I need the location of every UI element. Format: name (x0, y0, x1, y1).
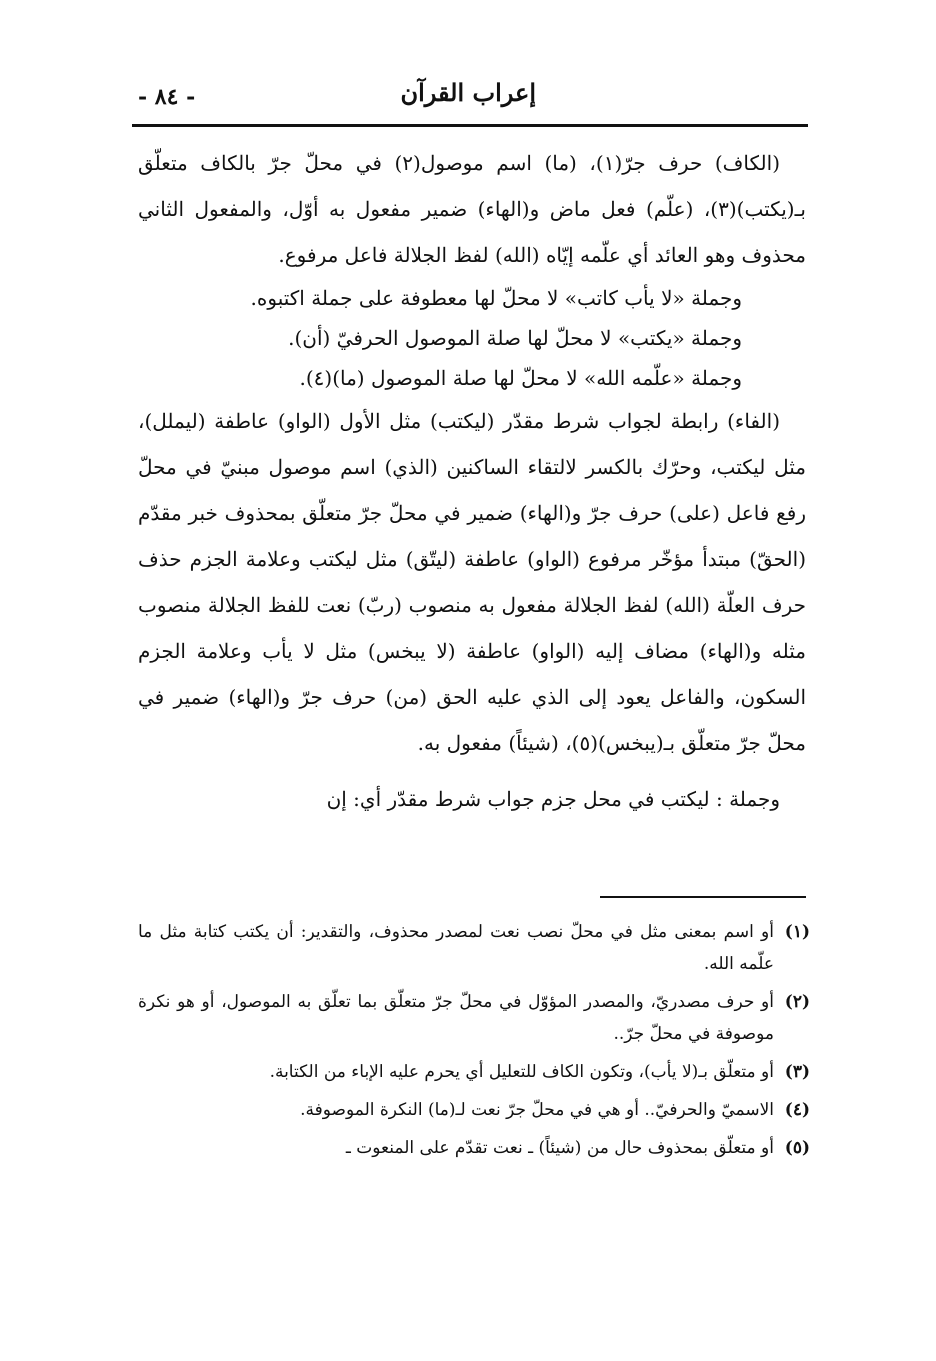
paragraph-sentence-yaktub: وجملة «يكتب» لا محلّ لها صلة الموصول الحرفيّ (أن). (288, 326, 742, 350)
footnote-text: أو اسم بمعنى مثل في محلّ نصب نعت لمصدر محذوف، والتقدير: أن يكتب كتابة مثل ما علّمه الله. (138, 922, 774, 974)
footnote-2 (138, 986, 810, 1050)
footnote-text: أو حرف مصدريّ، والمصدر المؤوّل في محلّ جرّ متعلّق بما تعلّق به الموصول، أو هو نكرة موصوفة في محلّ جرّ.. (138, 992, 774, 1044)
footnote-5 (138, 1132, 810, 1164)
footnote-number: (١) (784, 922, 810, 942)
main-text (138, 140, 806, 822)
footnote-number: (٣) (784, 1062, 810, 1082)
paragraph-sentence-liyaktub: وجملة : ليكتب في محل جزم جواب شرط مقدّر أي: إن (326, 787, 780, 811)
paragraph-fa: (الفاء) رابطة لجواب شرط مقدّر (ليكتب) مثل الأول (الواو) عاطفة (ليملل)، مثل ليكتب، وحرّك بالكسر لالتقاء الساكنين (الذي) اسم موصول مبنيّ في محلّ رفع فاعل (على) حرف جرّ و(الهاء) ضمير في محلّ جرّ متعلّق بمحذوف خبر مقدّم (الحقّ) مبتدأ مؤخّر مرفوع (الواو) عاطفة (ليتّق) مثل ليكتب وعلامة الجزم حذف حرف العلّة (الله) لفظ الجلالة مفعول به منصوب (ربّ) نعت للفظ الجلالة منصوب مثله و(الهاء) مضاف إليه (الواو) عاطفة (لا يبخس) مثل لا يأب وعلامة الجزم السكون، والفاعل يعود إلى الذي عليه الحق (من) حرف جرّ و(الهاء) ضمير في محلّ جرّ متعلّق بـ(يبخس)(٥)، (شيئاً) مفعول به. (138, 409, 806, 755)
header-divider (132, 124, 808, 127)
footnote-1 (138, 916, 810, 980)
paragraph-sentence-allamahu: وجملة «علّمه الله» لا محلّ لها صلة الموصول (ما)(٤). (299, 366, 742, 390)
page-number: - ٨٤ - (138, 84, 196, 110)
page-header (138, 78, 806, 124)
footnotes (138, 916, 810, 1170)
footnote-3 (138, 1056, 810, 1088)
footnote-number: (٤) (784, 1100, 810, 1120)
footnote-text: أو متعلّق بمحذوف حال من (شيئاً) ـ نعت تقدّم على المنعوت ـ (345, 1138, 774, 1158)
footnote-number: (٢) (784, 992, 810, 1012)
paragraph-sentence-la-yaba: وجملة «لا يأب كاتب» لا محلّ لها معطوفة على جملة اكتبوه. (250, 286, 742, 310)
footnote-text: الاسميّ والحرفيّ.. أو هي في محلّ جرّ نعت لـ(ما) النكرة الموصوفة. (300, 1100, 774, 1120)
book-title: إعراب القرآن (400, 78, 536, 107)
paragraph-kaf: (الكاف) حرف جرّ(١)، (ما) اسم موصول(٢) في محلّ جرّ بالكاف متعلّق بـ(يكتب)(٣)، (علّم) فعل ماض و(الهاء) ضمير مفعول به أوّل، والمفعول الثاني محذوف وهو العائد أي علّمه إيّاه (الله) لفظ الجلالة فاعل مرفوع. (138, 151, 806, 267)
footnote-4 (138, 1094, 810, 1126)
footnote-number: (٥) (784, 1138, 810, 1158)
footnote-divider (600, 896, 806, 898)
footnote-text: أو متعلّق بـ(لا يأب)، وتكون الكاف للتعليل أي يحرم عليه الإباء من الكتابة. (269, 1062, 774, 1082)
